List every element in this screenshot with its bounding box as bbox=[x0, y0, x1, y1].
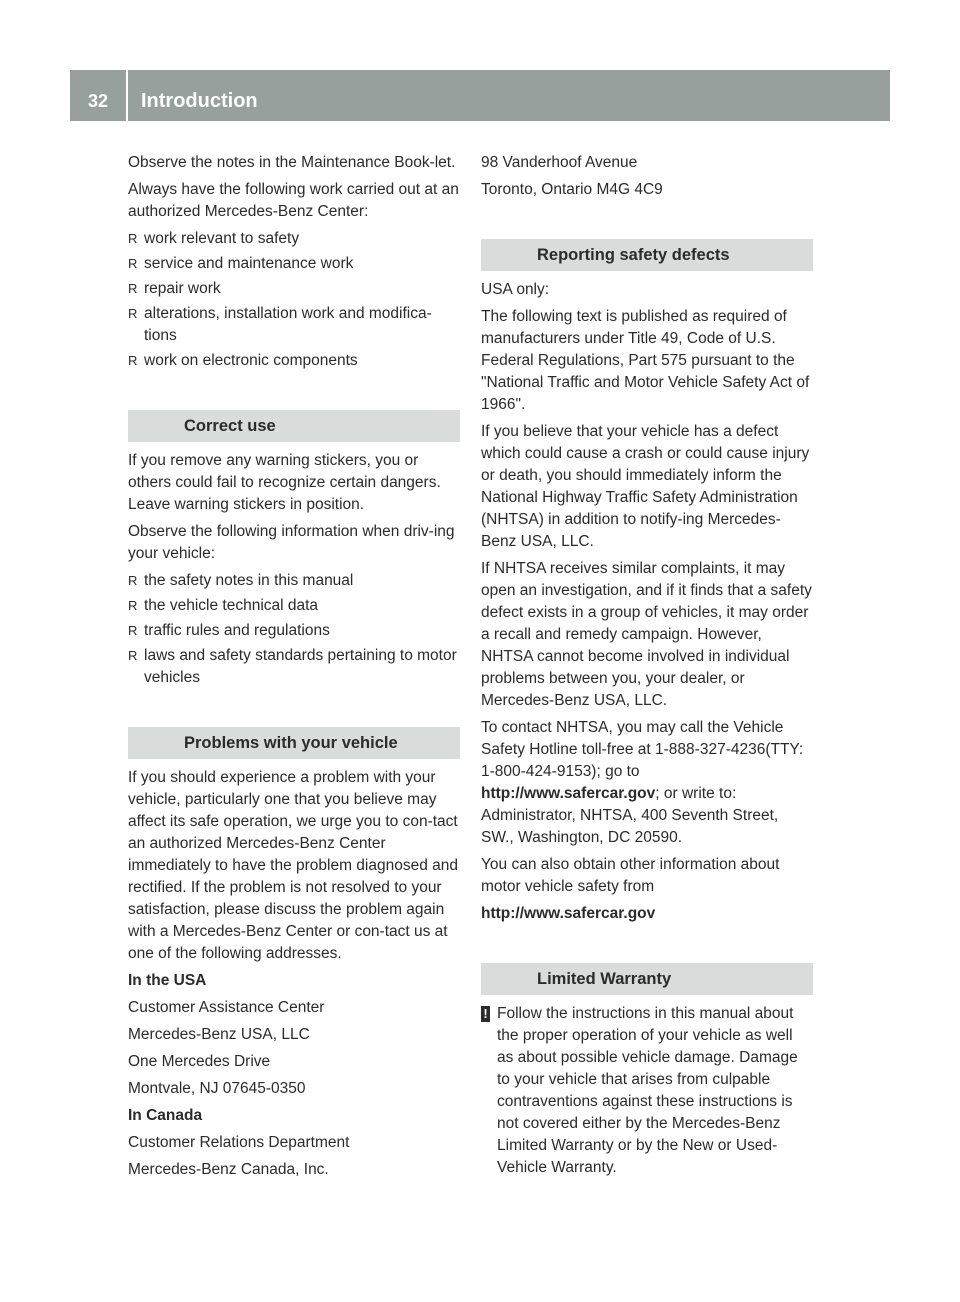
warning-note bbox=[481, 1003, 813, 1179]
paragraph: The following text is published as required of manufacturers under Title 49, Code of U.S. Federal Regulations, Part 575 pursuant to the "National Traffic and Motor Vehicle Safety Act of 1966". bbox=[481, 308, 810, 413]
section-heading-reporting: Reporting safety defects bbox=[481, 239, 813, 271]
bullet-icon: R bbox=[128, 598, 138, 613]
paragraph: Observe the following information when driv-ing your vehicle: bbox=[128, 523, 455, 562]
bullet-icon: R bbox=[128, 573, 138, 588]
safercar-link[interactable]: http://www.safercar.gov bbox=[481, 905, 656, 922]
intro-paragraph: Observe the notes in the Maintenance Book-let. bbox=[128, 154, 456, 171]
address-line: 98 Vanderhoof Avenue bbox=[481, 154, 638, 171]
contact-paragraph: To contact NHTSA, you may call the Vehicle Safety Hotline toll-free at 1-888-327-4236(TTY: 1-800-424-9153); go to http://www.safercar.gov; or write to: Administrator, NHTSA, 400 Seventh Street, SW., Washington, DC 20590. bbox=[481, 719, 804, 846]
work-list bbox=[128, 228, 460, 372]
paragraph: If you remove any warning stickers, you or others could fail to recognize certain dangers. Leave warning stickers in position. bbox=[128, 452, 441, 513]
warning-text: Follow the instructions in this manual about the proper operation of your vehicle as well as about possible vehicle damage. Damage to your vehicle that arises from culpable contraventions against these instructions is not covered either by the Mercedes-Benz Limited Warranty or by the New or Used-Vehicle Warranty. bbox=[497, 1005, 798, 1176]
paragraph: If you should experience a problem with your vehicle, particularly one that you believe may affect its safe operation, we urge you to con-tact an authorized Mercedes-Benz Center immediately to have the problem diagnosed and rectified. If the problem is not resolved to your satisfaction, please discuss the problem again with a Mercedes-Benz Center or con-tact us at one of the following addresses. bbox=[128, 769, 459, 962]
list-item: R service and maintenance work bbox=[128, 253, 460, 275]
safercar-link[interactable]: http://www.safercar.gov bbox=[481, 785, 656, 802]
section-heading-correct-use: Correct use bbox=[128, 410, 460, 442]
bullet-icon: R bbox=[128, 231, 138, 246]
address-line: Mercedes-Benz Canada, Inc. bbox=[128, 1161, 329, 1178]
list-item: R alterations, installation work and modifica-tions bbox=[128, 305, 432, 344]
paragraph: If NHTSA receives similar complaints, it may open an investigation, and if it finds that a safety defect exists in a group of vehicles, it may order a recall and remedy campaign. However, NHTSA cannot become involved in individual problems between you, your dealer, or Mercedes-Benz USA, LLC. bbox=[481, 560, 812, 709]
list-item: R the vehicle technical data bbox=[128, 595, 460, 617]
paragraph: USA only: bbox=[481, 281, 550, 298]
section-heading-problems: Problems with your vehicle bbox=[128, 727, 460, 759]
page-title: Introduction bbox=[141, 90, 258, 112]
page-number: 32 bbox=[87, 91, 109, 111]
address-line: Montvale, NJ 07645-0350 bbox=[128, 1080, 306, 1097]
bullet-icon: R bbox=[128, 623, 138, 638]
left-column bbox=[128, 152, 460, 1186]
bullet-icon: R bbox=[128, 306, 138, 321]
list-item: R traffic rules and regulations bbox=[128, 620, 460, 642]
address-line: One Mercedes Drive bbox=[128, 1053, 271, 1070]
bullet-icon: R bbox=[128, 648, 138, 663]
canada-label: In Canada bbox=[128, 1107, 203, 1124]
right-column bbox=[481, 152, 813, 1179]
bullet-icon: R bbox=[128, 353, 138, 368]
usa-label: In the USA bbox=[128, 972, 207, 989]
address-line: Mercedes-Benz USA, LLC bbox=[128, 1026, 310, 1043]
list-item: R repair work bbox=[128, 278, 460, 300]
bullet-icon: R bbox=[128, 281, 138, 296]
list-item: R work relevant to safety bbox=[128, 228, 460, 250]
list-item: R work on electronic components bbox=[128, 350, 460, 372]
list-item: R the safety notes in this manual bbox=[128, 570, 460, 592]
paragraph: You can also obtain other information about motor vehicle safety from bbox=[481, 856, 780, 895]
paragraph: If you believe that your vehicle has a defect which could cause a crash or could cause injury or death, you should immediately inform the National Highway Traffic Safety Administration (NHTSA) in addition to notify-ing Mercedes-Benz USA, LLC. bbox=[481, 423, 810, 550]
intro-paragraph: Always have the following work carried out at an authorized Mercedes-Benz Center: bbox=[128, 181, 459, 220]
section-heading-warranty: Limited Warranty bbox=[481, 963, 813, 995]
correct-use-list bbox=[128, 570, 460, 689]
bullet-icon: R bbox=[128, 256, 138, 271]
header-divider bbox=[126, 70, 128, 121]
exclamation-icon: ! bbox=[481, 1006, 490, 1022]
address-line: Customer Relations Department bbox=[128, 1134, 350, 1151]
address-line: Toronto, Ontario M4G 4C9 bbox=[481, 181, 663, 198]
list-item: R laws and safety standards pertaining to motor vehicles bbox=[128, 647, 457, 686]
address-line: Customer Assistance Center bbox=[128, 999, 325, 1016]
